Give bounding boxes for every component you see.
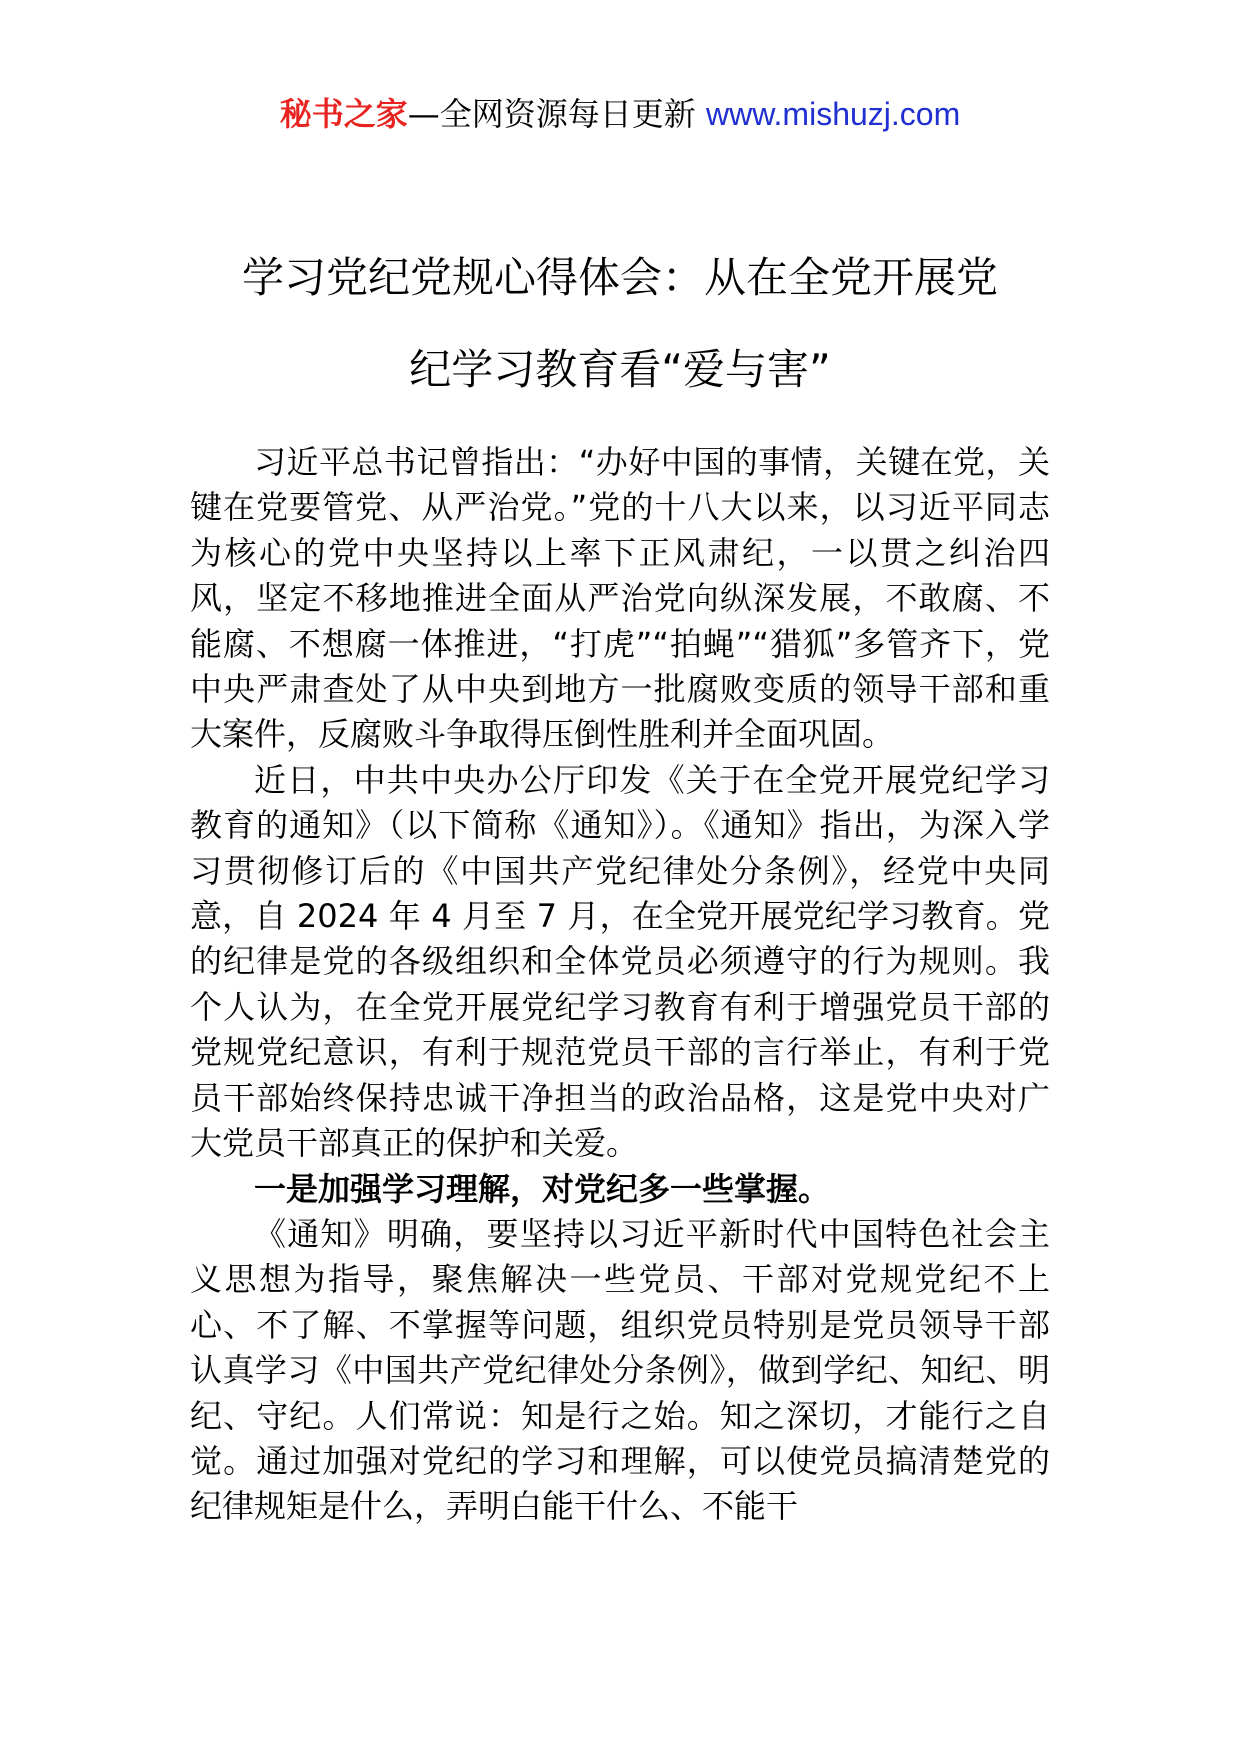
paragraph-section-1: 《通知》明确，要坚持以习近平新时代中国特色社会主义思想为指导，聚焦解决一些党员、干部对党规党纪不上心、不了解、不掌握等问题，组织党员特别是党员领导干部认真学习《中国共产党纪律处分条例》，做到学纪、知纪、明纪、守纪。人们常说：知是行之始。知之深切，才能行之自觉。通过加强对党纪的学习和理解，可以使党员搞清楚党的纪律规矩是什么，弄明白能干什么、不能干 xyxy=(190,1214,1050,1526)
title-line-2: 纪学习教育看“爱与害” xyxy=(409,345,831,394)
site-brand-name: 秘书之家 xyxy=(279,95,408,133)
section-heading-1: 一是加强学习理解，对党纪多一些掌握。 xyxy=(254,1169,831,1208)
paragraph-intro: 习近平总书记曾指出：“办好中国的事情，关键在党，关键在党要管党、从严治党。”党的十八大以来，以习近平同志为核心的党中央坚持以上率下正风肃纪，一以贯之纠治四风，坚定不移地推进全面从严治党向纵深发展，不敢腐、不能腐、不想腐一体推进，“打虎”“拍蝇”“猎狐”多管齐下，党中央严肃查处了从中央到地方一批腐败变质的领导干部和重大案件，反腐败斗争取得压倒性胜利并全面巩固。 xyxy=(190,443,1050,754)
article-body xyxy=(190,440,1050,1530)
document-title xyxy=(150,232,1090,416)
site-banner xyxy=(0,94,1240,134)
paragraph-notice: 近日，中共中央办公厅印发《关于在全党开展党纪学习教育的通知》（以下简称《通知》）。《通知》指出，为深入学习贯彻修订后的《中国共产党纪律处分条例》，经党中央同意，自 2024 年 4 月至 7 月，在全党开展党纪学习教育。党的纪律是党的各级组织和全体党员必须遵守的行为规则。我个人认为，在全党开展党纪学习教育有利于增强党员干部的党规党纪意识，有利于规范党员干部的言行举止，有利于党员干部始终保持忠诚干净担当的政治品格，这是党中央对广大党员干部真正的保护和关爱。 xyxy=(190,760,1050,1163)
title-line-1: 学习党纪党规心得体会：从在全党开展党 xyxy=(241,253,998,302)
site-tagline: —全网资源每日更新 xyxy=(407,95,706,133)
site-url-link[interactable]: www.mishuzj.com xyxy=(705,96,961,132)
